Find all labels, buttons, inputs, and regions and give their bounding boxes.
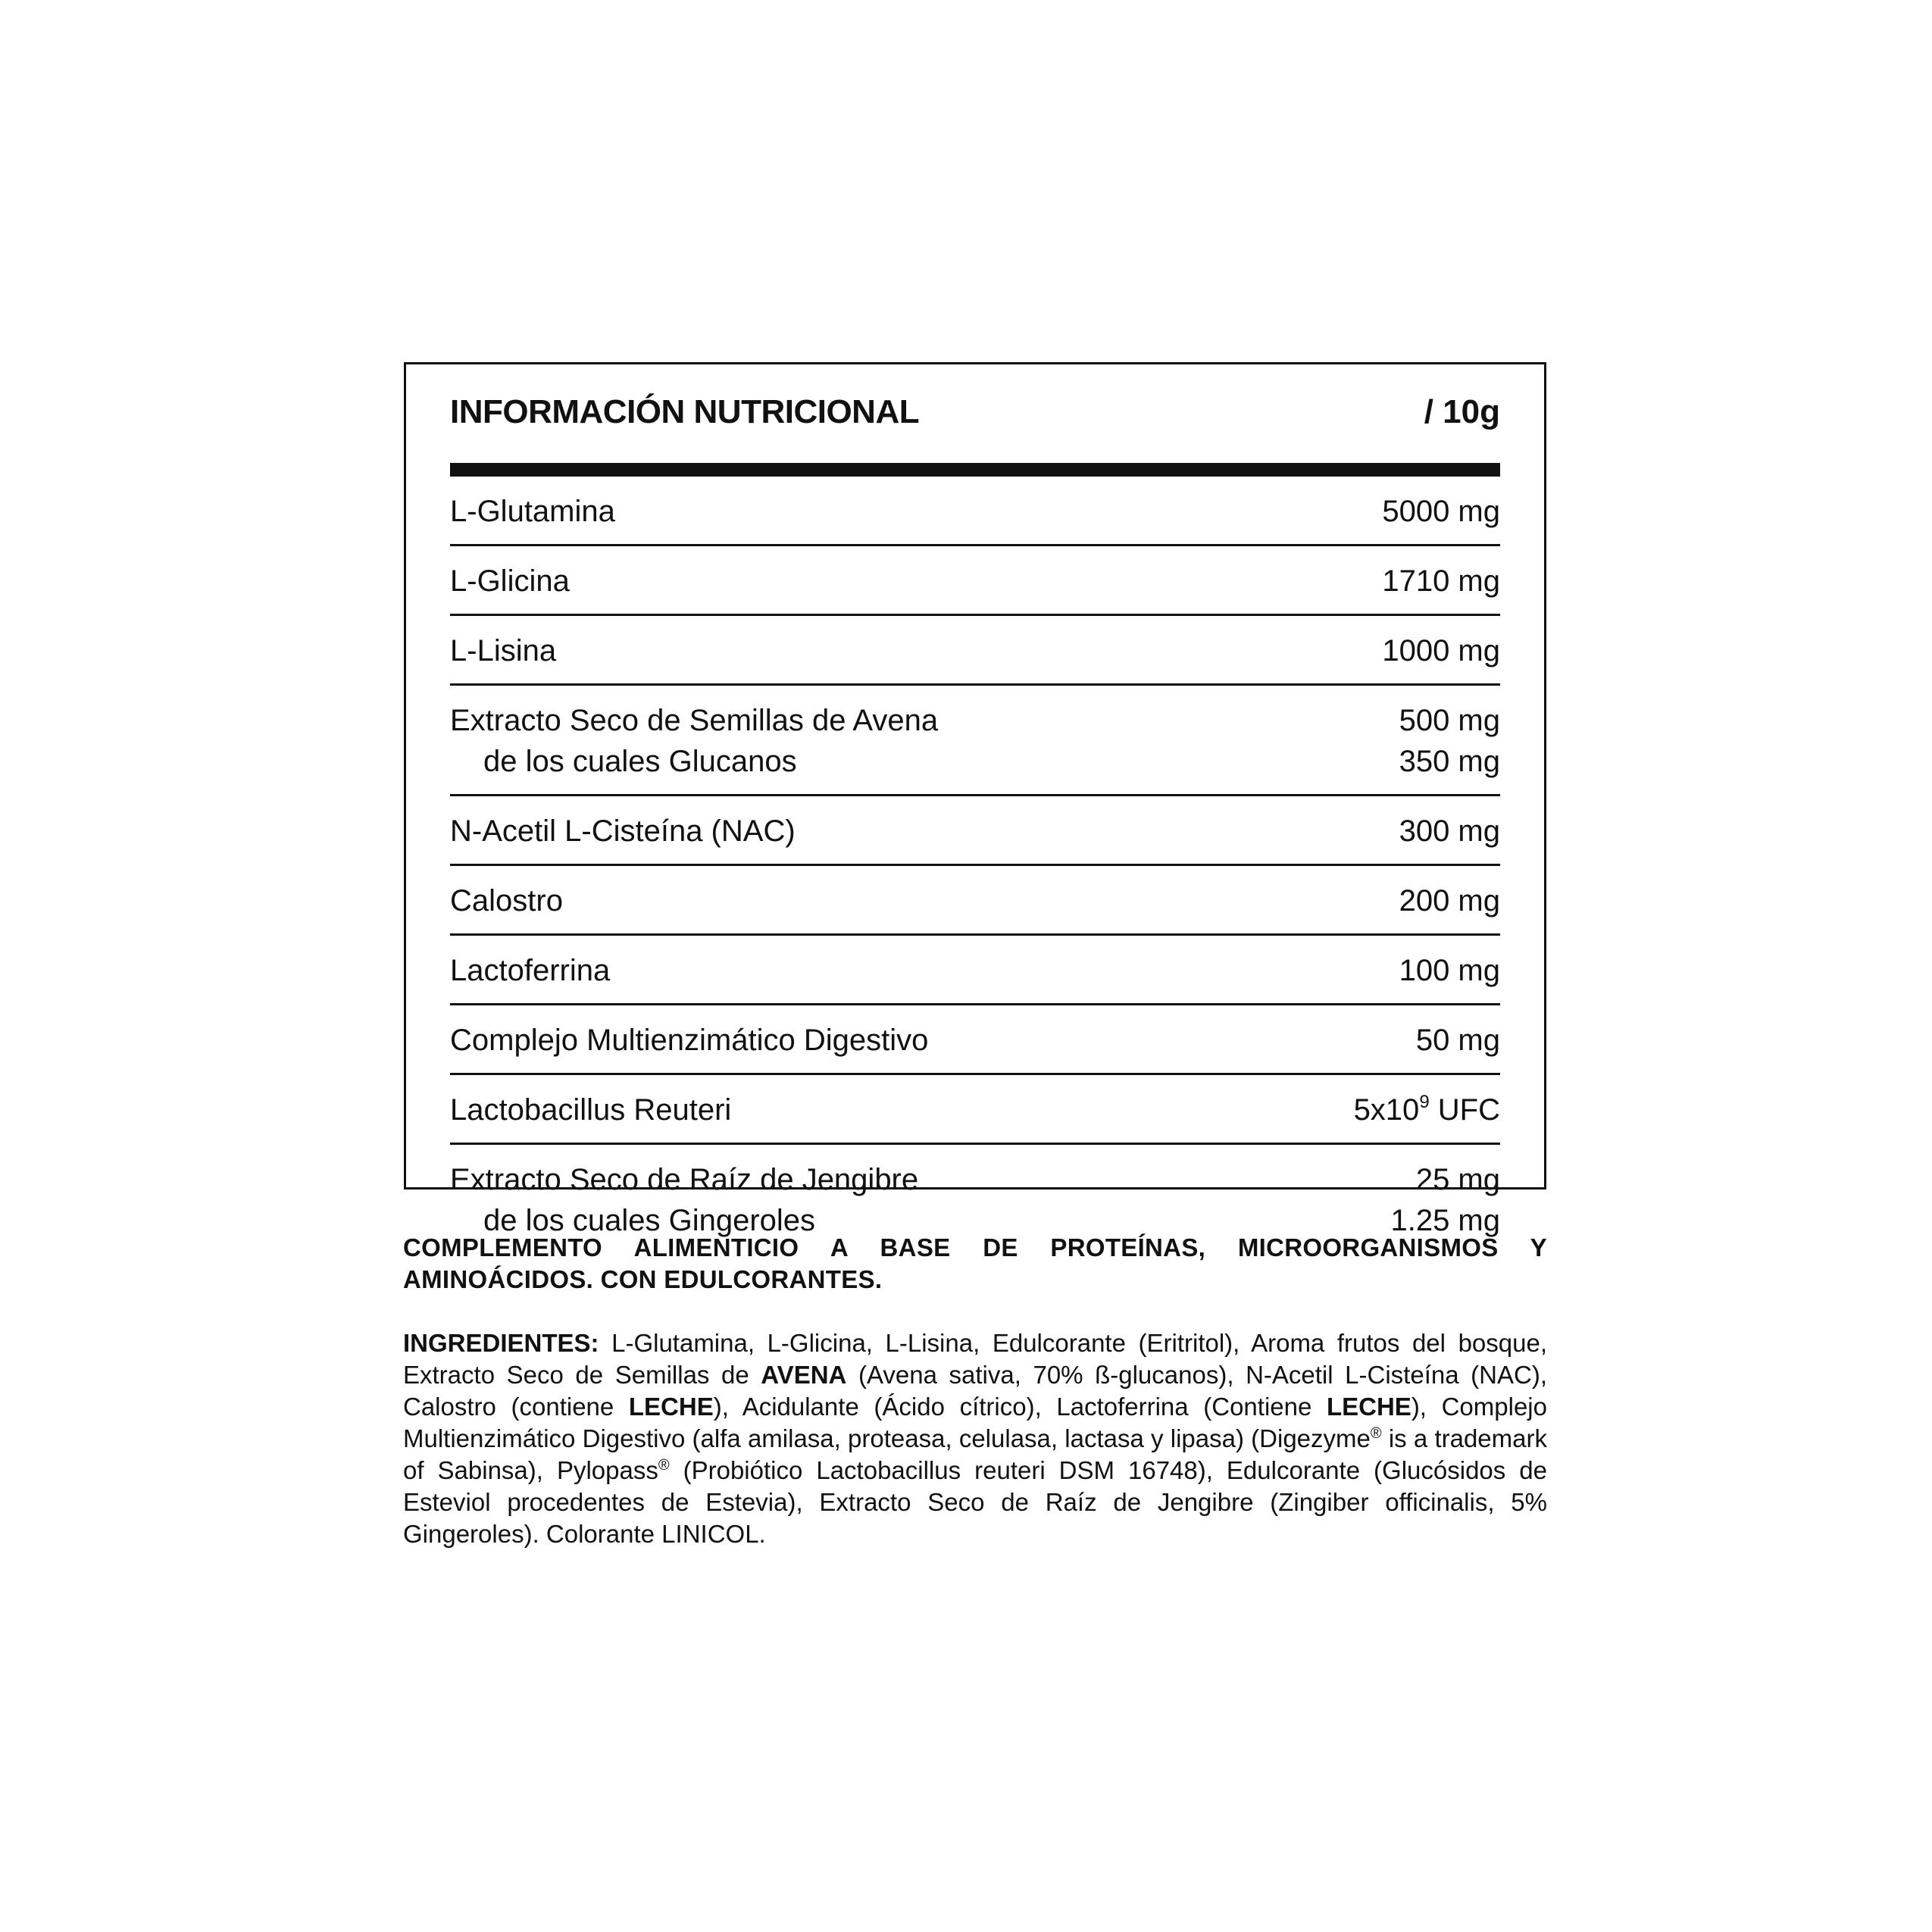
nutrient-list [450,477,1500,1253]
nutrient-row [450,866,1500,936]
serving-size: / 10g [1424,393,1500,430]
nutrient-name: Lactobacillus Reuteri [450,1093,732,1127]
ingredients-segment: (Avena sativa, 70% ß-glucanos), N-Acetil L-Cisteína (NAC), Calostro (contiene [403,1361,1547,1421]
registered-mark: ® [1370,1425,1382,1442]
nutrient-name: Extracto Seco de Raíz de Jengibre [450,1163,919,1196]
product-claim: COMPLEMENTO ALIMENTICIO A BASE DE PROTEÍNAS, MICROORGANISMOS Y AMINOÁCIDOS. CON EDULCORANTES. [403,1233,1547,1293]
nutrient-line [450,561,1500,602]
nutrient-amount: 25 mg [1415,1163,1500,1196]
nutrient-line [450,1159,1500,1200]
ingredients-segment: L-Glutamina, L-Glicina, L-Lisina, Edulcorante (Eritritol), Aroma frutos del bosque, Extracto Seco de Semillas de [403,1329,1547,1389]
header-divider [450,463,1500,477]
panel-title: INFORMACIÓN NUTRICIONAL [450,393,920,430]
nutrient-amount: 1000 mg [1382,634,1500,667]
nutrient-line [450,950,1500,991]
nutrition-panel-content [450,364,1500,1253]
nutrient-subline [450,741,1500,782]
nutrient-name: L-Glicina [450,564,570,598]
nutrient-name: Calostro [450,884,563,918]
allergen-milk: LECHE [1326,1393,1411,1421]
nutrient-name: L-Lisina [450,634,557,667]
amount-unit: UFC [1429,1093,1500,1127]
nutrient-line [450,630,1500,671]
nutrient-amount: 300 mg [1399,814,1500,848]
nutrient-row [450,1075,1500,1145]
nutrient-name: L-Glutamina [450,495,615,528]
nutrient-amount: 350 mg [1399,745,1500,778]
ingredients-segment: is a trademark of Sabinsa), Pylopass [403,1424,1547,1484]
amount-exponent: 9 [1419,1092,1430,1112]
nutrient-row [450,1005,1500,1075]
nutrient-row [450,936,1500,1005]
allergen-oats: AVENA [761,1361,847,1389]
nutrient-name: Lactoferrina [450,954,611,987]
nutrient-amount [1354,1089,1500,1130]
nutrient-line [450,880,1500,921]
nutrient-amount: 50 mg [1415,1024,1500,1057]
nutrient-amount: 500 mg [1399,704,1500,737]
nutrient-amount: 100 mg [1399,954,1500,987]
ingredients-segment: ), Acidulante (Ácido cítrico), Lactoferrina (Contiene [713,1393,1327,1421]
nutrient-name: Complejo Multienzimático Digestivo [450,1024,929,1057]
nutrient-amount: 200 mg [1399,884,1500,918]
nutrient-row [450,477,1500,546]
registered-mark: ® [658,1457,670,1474]
nutrient-row [450,686,1500,796]
nutrition-panel [404,362,1546,1237]
ingredients-text [403,1327,1547,1550]
amount-base: 5x10 [1353,1093,1420,1127]
nutrient-line [450,811,1500,852]
nutrient-line [450,491,1500,532]
nutrient-amount: 1710 mg [1382,564,1500,598]
nutrient-amount: 5000 mg [1382,495,1500,528]
nutrient-row [450,796,1500,866]
nutrition-panel-header [450,364,1500,463]
nutrient-line [450,700,1500,741]
ingredients-segment: ), Complejo Multienzimático Digestivo (alfa amilasa, proteasa, celulasa, lactasa y lipasa) (Digezyme [403,1393,1547,1452]
nutrient-subname: de los cuales Glucanos [483,745,797,778]
nutrient-amount: 1.25 mg [1390,1204,1500,1237]
nutrient-name: N-Acetil L-Cisteína (NAC) [450,814,796,848]
ingredients-segment: (Probiótico Lactobacillus reuteri DSM 16748), Edulcorante (Glucósidos de Esteviol procedentes de Estevia), Extracto Seco de Raíz de Jengibre (Zingiber officinalis, 5% Gingeroles). Colorante LINICOL. [403,1456,1547,1548]
nutrient-row [450,546,1500,616]
nutrient-subname: de los cuales Gingeroles [483,1204,816,1237]
nutrient-line [450,1020,1500,1061]
nutrient-line [450,1089,1500,1130]
ingredients-label: INGREDIENTES: [403,1329,599,1357]
nutrient-row [450,616,1500,686]
nutrient-name: Extracto Seco de Semillas de Avena [450,704,939,737]
allergen-milk: LECHE [628,1393,714,1421]
